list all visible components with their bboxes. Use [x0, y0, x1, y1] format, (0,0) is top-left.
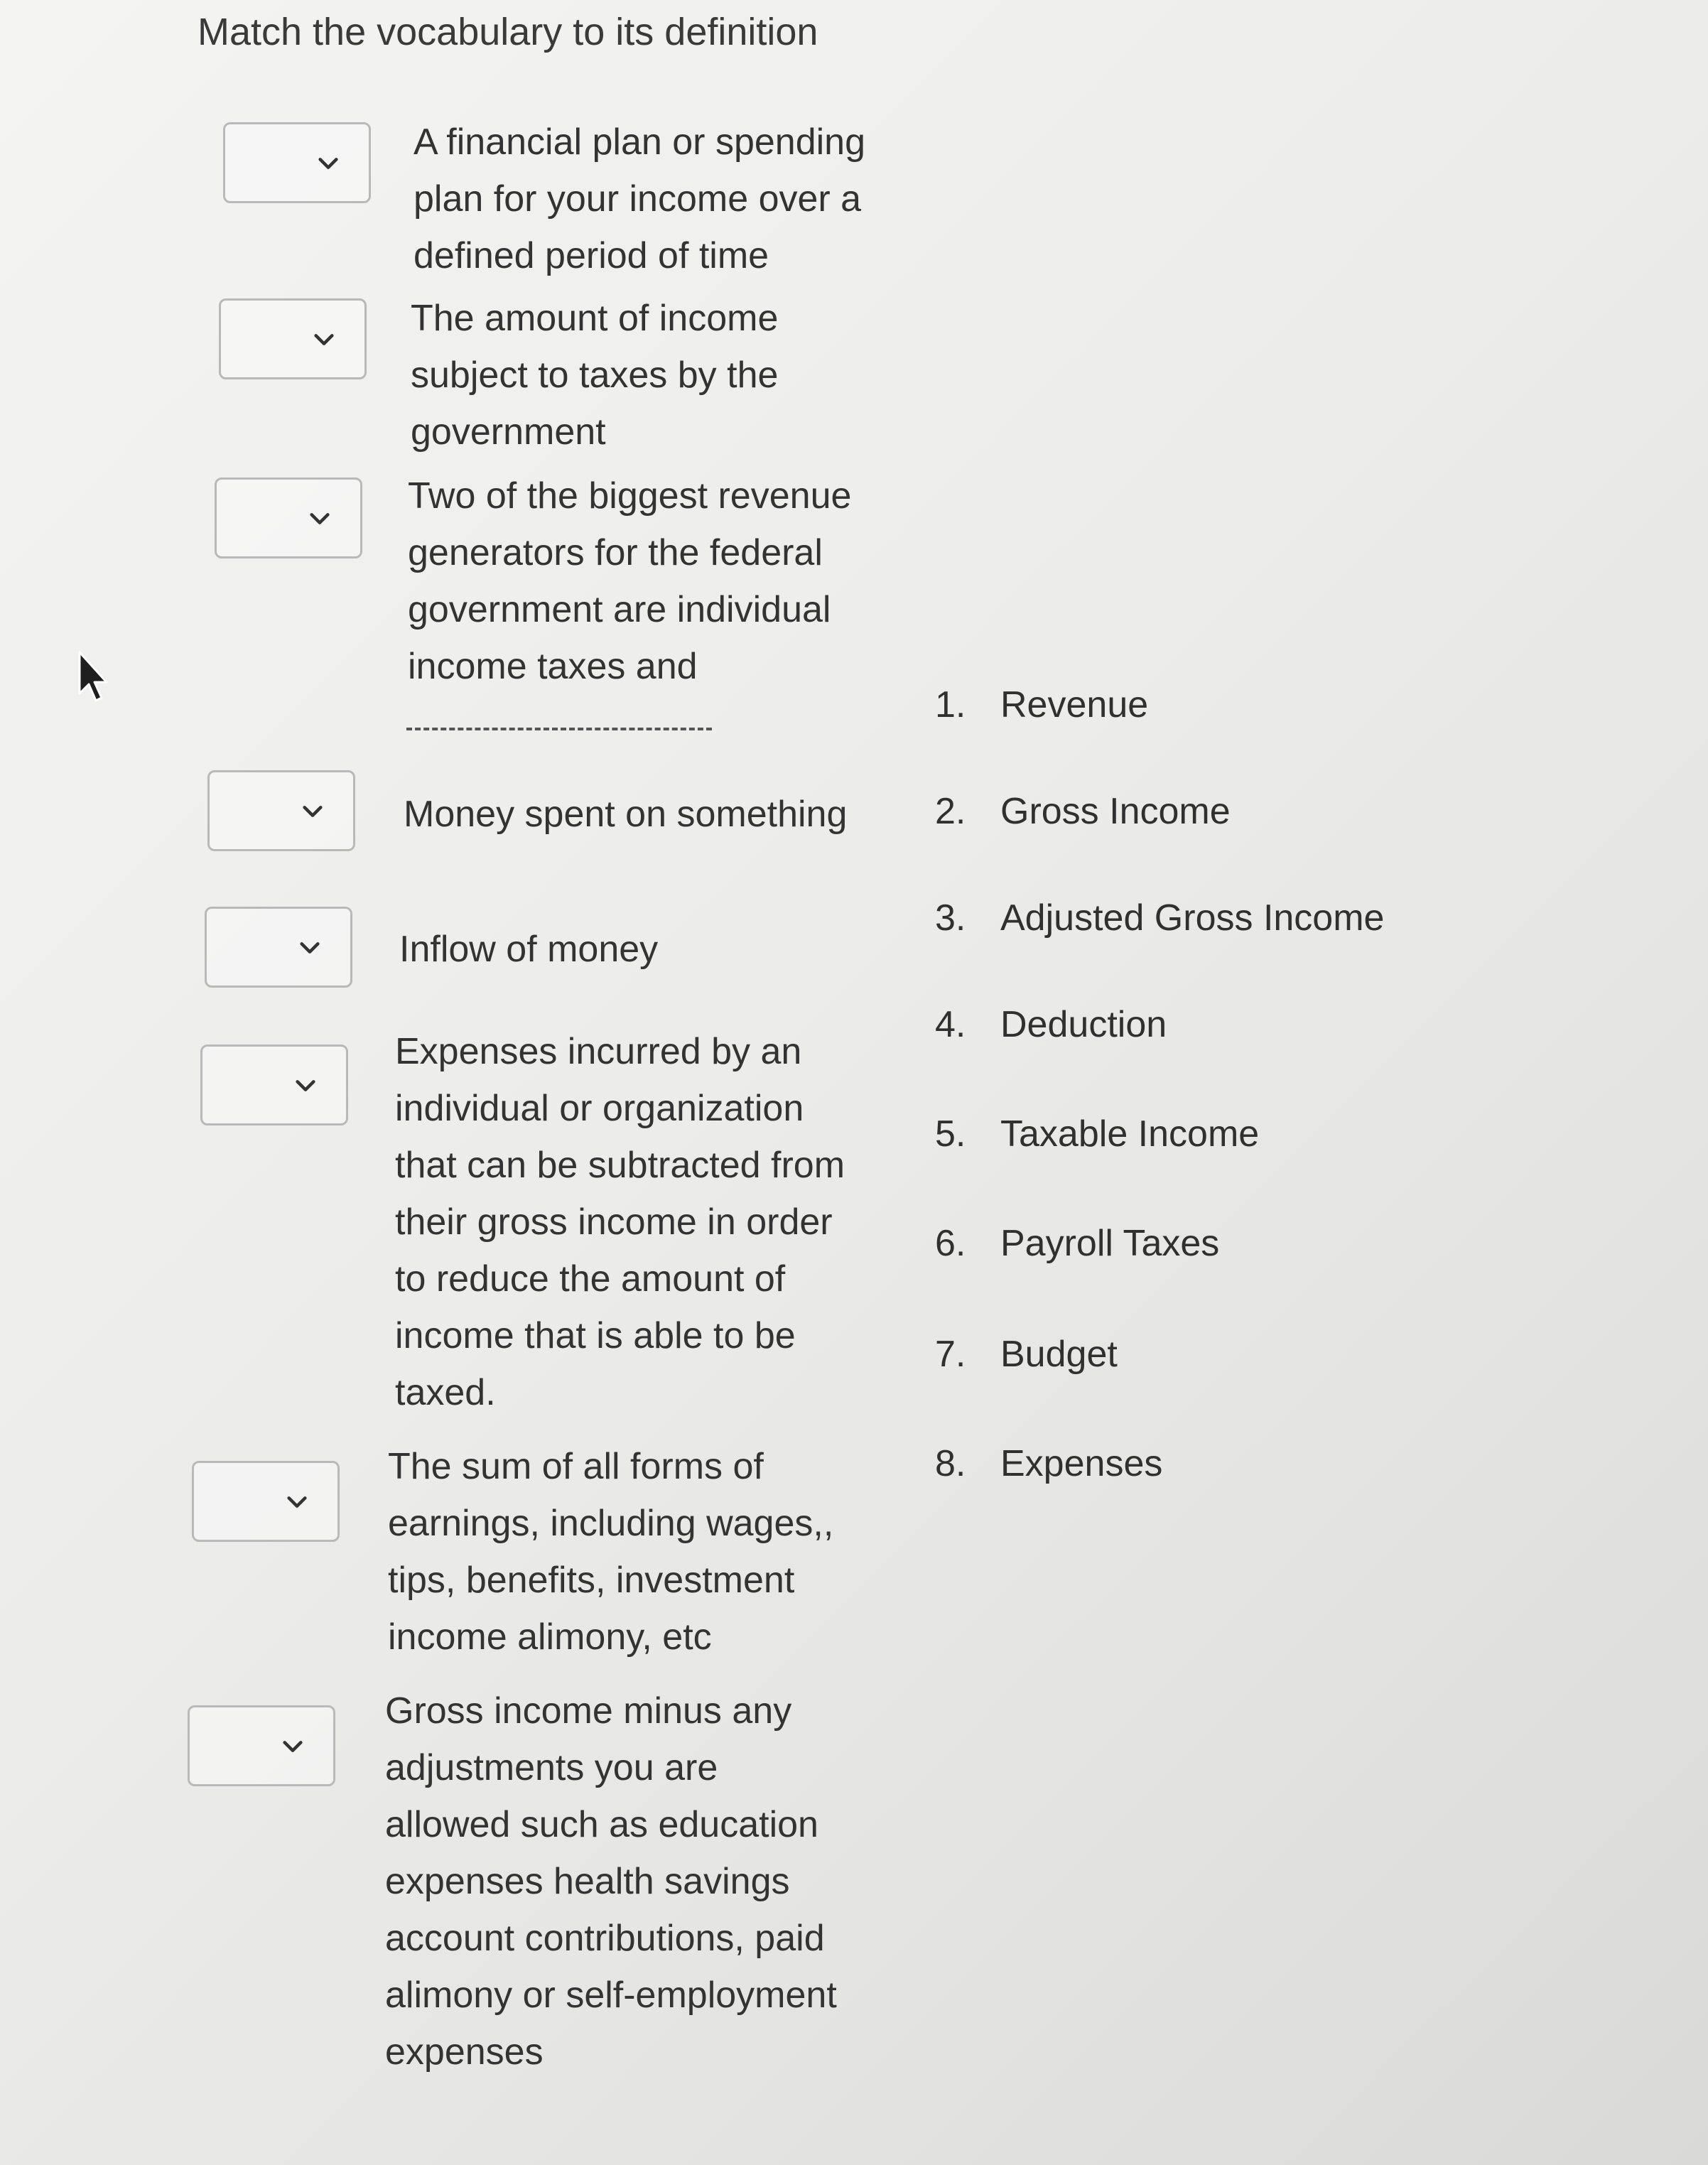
term-label: Budget [1000, 1334, 1118, 1375]
definition-line: their gross income in order [395, 1202, 833, 1243]
definition-line: account contributions, paid [385, 1918, 825, 1959]
definition-line: taxed. [395, 1372, 496, 1413]
term-item-1 [935, 684, 1148, 726]
definition-line: that can be subtracted from [395, 1145, 845, 1186]
term-number: 1. [935, 684, 966, 725]
definition-line: Two of the biggest revenue [408, 475, 852, 517]
chevron-down-icon [312, 328, 336, 352]
term-item-5 [935, 1113, 1259, 1155]
definition-line: income taxes and [408, 646, 698, 687]
definition-line: government are individual [408, 589, 831, 630]
chevron-down-icon [293, 1074, 318, 1098]
match-dropdown-2[interactable] [219, 298, 367, 379]
definition-line: individual or organization [395, 1088, 804, 1129]
definition-4 [404, 786, 901, 843]
match-dropdown-5[interactable] [205, 907, 352, 988]
term-label: Payroll Taxes [1000, 1223, 1220, 1264]
definition-8 [385, 1683, 882, 2080]
definition-2 [411, 290, 908, 460]
definition-line: alimony or self-employment [385, 1975, 837, 2016]
definition-line: Money spent on something [404, 794, 848, 835]
definition-line: plan for your income over a [414, 178, 862, 220]
definition-line: expenses [385, 2031, 544, 2073]
term-item-6 [935, 1222, 1219, 1265]
term-number: 3. [935, 897, 966, 939]
definition-line: income that is able to be [395, 1315, 796, 1356]
definition-line: income alimony, etc [388, 1616, 712, 1658]
definition-line: tips, benefits, investment [388, 1560, 795, 1601]
term-number: 4. [935, 1004, 966, 1045]
term-item-3 [935, 897, 1384, 939]
term-label: Adjusted Gross Income [1000, 897, 1385, 939]
definition-line: The amount of income [411, 298, 779, 339]
term-number: 5. [935, 1113, 966, 1155]
chevron-down-icon [285, 1490, 309, 1514]
term-item-7 [935, 1333, 1118, 1376]
definition-line: expenses health savings [385, 1861, 790, 1902]
term-item-4 [935, 1003, 1167, 1046]
chevron-down-icon [316, 151, 340, 176]
definition-line: government [411, 411, 606, 453]
term-number: 8. [935, 1443, 966, 1484]
term-label: Taxable Income [1000, 1113, 1260, 1155]
term-item-8 [935, 1442, 1162, 1485]
term-number: 6. [935, 1223, 966, 1264]
match-dropdown-1[interactable] [223, 122, 371, 203]
cursor-arrow-icon [77, 649, 109, 703]
definition-line: earnings, including wages,, [388, 1503, 834, 1544]
definition-line: Expenses incurred by an [395, 1031, 802, 1072]
chevron-down-icon [298, 936, 322, 960]
definition-7 [388, 1438, 885, 1665]
definition-1 [414, 114, 911, 284]
definition-line: A financial plan or spending [414, 122, 866, 163]
chevron-down-icon [308, 507, 332, 531]
definition-line: adjustments you are [385, 1747, 718, 1788]
definition-line: defined period of time [414, 235, 769, 276]
fill-in-blank-line [406, 728, 712, 730]
definition-line: subject to taxes by the [411, 355, 779, 396]
definition-line: Inflow of money [399, 929, 659, 970]
definition-line: The sum of all forms of [388, 1446, 764, 1487]
match-dropdown-7[interactable] [192, 1461, 340, 1542]
definition-3 [408, 468, 905, 695]
term-label: Gross Income [1000, 791, 1231, 832]
definition-line: Gross income minus any [385, 1690, 792, 1732]
term-label: Deduction [1000, 1004, 1167, 1045]
match-dropdown-3[interactable] [215, 477, 362, 558]
definition-5 [399, 921, 897, 978]
definition-6 [395, 1023, 892, 1421]
match-dropdown-6[interactable] [200, 1044, 348, 1125]
chevron-down-icon [281, 1734, 305, 1759]
definition-line: to reduce the amount of [395, 1258, 786, 1300]
match-dropdown-4[interactable] [207, 770, 355, 851]
definition-line: allowed such as education [385, 1804, 818, 1845]
term-label: Expenses [1000, 1443, 1163, 1484]
term-number: 7. [935, 1334, 966, 1375]
match-dropdown-8[interactable] [188, 1705, 335, 1786]
definition-line: generators for the federal [408, 532, 823, 573]
term-number: 2. [935, 791, 966, 832]
term-item-2 [935, 790, 1231, 833]
chevron-down-icon [301, 799, 325, 824]
question-title: Match the vocabulary to its definition [198, 11, 818, 53]
term-label: Revenue [1000, 684, 1149, 725]
